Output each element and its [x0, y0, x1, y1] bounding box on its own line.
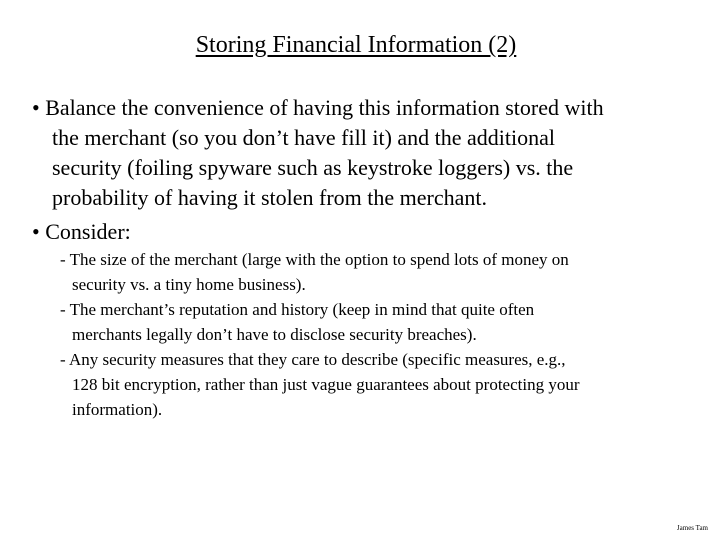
sub-item-merchant-reputation	[60, 297, 700, 347]
sub-item-line: information).	[72, 400, 163, 419]
bullet-line: probability of having it stolen from the merchant.	[52, 185, 488, 210]
sub-item-line: 128 bit encryption, rather than just vague guarantees about protecting your	[72, 375, 580, 394]
bullet-balance	[32, 93, 702, 213]
bullet-line: the merchant (so you don’t have fill it) and the additional	[52, 125, 556, 150]
sub-item-line: - Any security measures that they care to describe (specific measures, e.g.,	[60, 350, 566, 369]
sub-item-security-measures	[60, 347, 700, 422]
slide-title: Storing Financial Information (2)	[195, 32, 517, 58]
sub-item-line: security vs. a tiny home business).	[72, 275, 306, 294]
sub-item-merchant-size	[60, 247, 700, 297]
author-credit: James Tam	[676, 524, 708, 532]
sub-item-line: - The merchant’s reputation and history (keep in mind that quite often	[60, 300, 535, 319]
bullet-consider	[32, 217, 702, 247]
sub-item-line: merchants legally don’t have to disclose security breaches).	[72, 325, 477, 344]
sub-item-line: - The size of the merchant (large with the option to spend lots of money on	[60, 250, 569, 269]
bullet-line: security (foiling spyware such as keystroke loggers) vs. the	[52, 155, 574, 180]
bullet-line: • Balance the convenience of having this information stored with	[32, 95, 604, 120]
bullet-line: • Consider:	[32, 219, 131, 244]
